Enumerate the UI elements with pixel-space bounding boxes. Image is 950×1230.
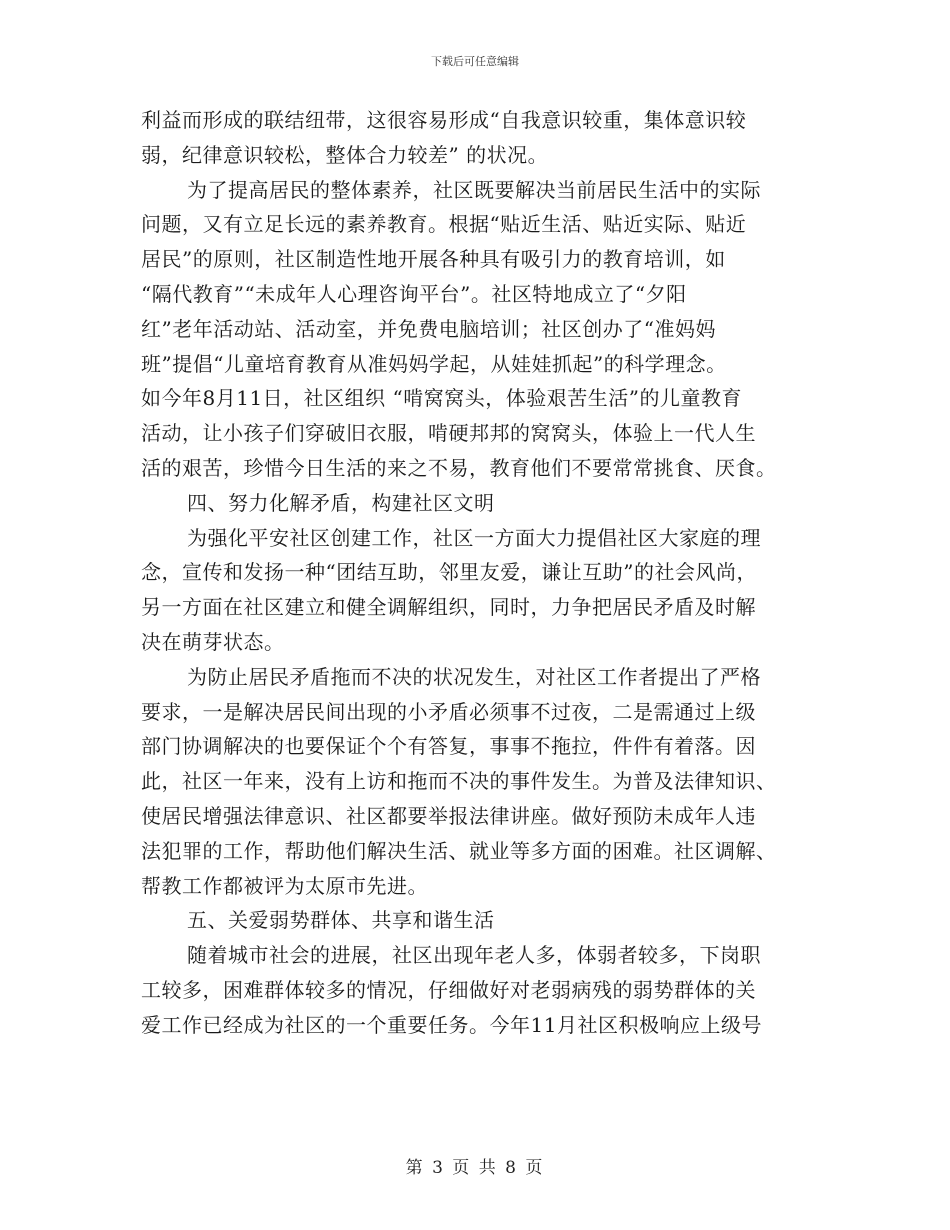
text-line: 为强化平安社区创建工作，社区一方面大力提倡社区大家庭的理 [187, 525, 761, 550]
text-line: 要求，一是解决居民间出现的小矛盾必须事不过夜，二是需通过上级 [141, 699, 756, 724]
text-line: 居民”的原则，社区制造性地开展各种具有吸引力的教育培训，如 [141, 247, 726, 272]
text-line: 活动，让小孩子们穿破旧衣服，啃硬邦邦的窝窝头，体验上一代人生 [141, 421, 756, 446]
text-line: 工较多，困难群体较多的情况，仔细做好对老弱病残的弱势群体的关 [141, 977, 756, 1002]
text-line: 班”提倡“儿童培育教育从准妈妈学起，从娃娃抓起”的科学理念。 [141, 351, 727, 376]
document-body [141, 103, 811, 1043]
text-line: 另一方面在社区建立和健全调解组织，同时，力争把居民矛盾及时解 [141, 595, 756, 620]
text-line: 弱，纪律意识较松，整体合力较差” 的状况。 [141, 142, 549, 167]
text-line: 如今年8月11日，社区组织 “啃窝窝头，体验艰苦生活”的儿童教育 [141, 386, 742, 411]
text-line: 问题，又有立足长远的素养教育。根据“贴近生活、贴近实际、贴近 [141, 212, 747, 237]
text-line: 爱工作已经成为社区的一个重要任务。今年11月社区积极响应上级号 [141, 1012, 762, 1037]
page-footer: 第 3 页 共 8 页 [405, 1158, 545, 1178]
text-line: 为防止居民矛盾拖而不决的状况发生，对社区工作者提出了严格 [187, 664, 761, 689]
text-line: 红”老年活动站、活动室，并免费电脑培训；社区创办了“准妈妈 [141, 316, 716, 341]
text-line: 决在萌芽状态。 [141, 629, 285, 654]
text-line: 帮教工作都被评为太原市先进。 [141, 873, 428, 898]
text-line: 使居民增强法律意识、社区都要举报法律讲座。做好预防未成年人违 [141, 803, 756, 828]
text-line: 念，宣传和发扬一种“团结互助，邻里友爱，谦让互助”的社会风尚， [141, 560, 757, 585]
text-line: 部门协调解决的也要保证个个有答复，事事不拖拉，件件有着落。因 [141, 734, 756, 759]
text-line: 四、努力化解矛盾，构建社区文明 [187, 490, 495, 515]
page-header: 下载后可任意编辑 [431, 55, 519, 68]
text-line: 利益而形成的联结纽带，这很容易形成“自我意识较重，集体意识较 [141, 108, 747, 132]
text-line: “隔代教育”“未成年人心理咨询平台”。社区特地成立了“夕阳 [141, 281, 687, 306]
text-line: 活的艰苦，珍惜今日生活的来之不易，教育他们不要常常挑食、厌食。 [141, 455, 777, 480]
text-line: 为了提高居民的整体素养，社区既要解决当前居民生活中的实际 [187, 177, 761, 202]
text-line: 法犯罪的工作，帮助他们解决生活、就业等多方面的困难。社区调解、 [141, 838, 777, 863]
text-line: 五、关爱弱势群体、共享和谐生活 [187, 908, 495, 933]
text-line: 此，社区一年来，没有上访和拖而不决的事件发生。为普及法律知识、 [141, 769, 777, 794]
text-line: 随着城市社会的进展，社区出现年老人多，体弱者较多，下岗职 [187, 943, 761, 968]
